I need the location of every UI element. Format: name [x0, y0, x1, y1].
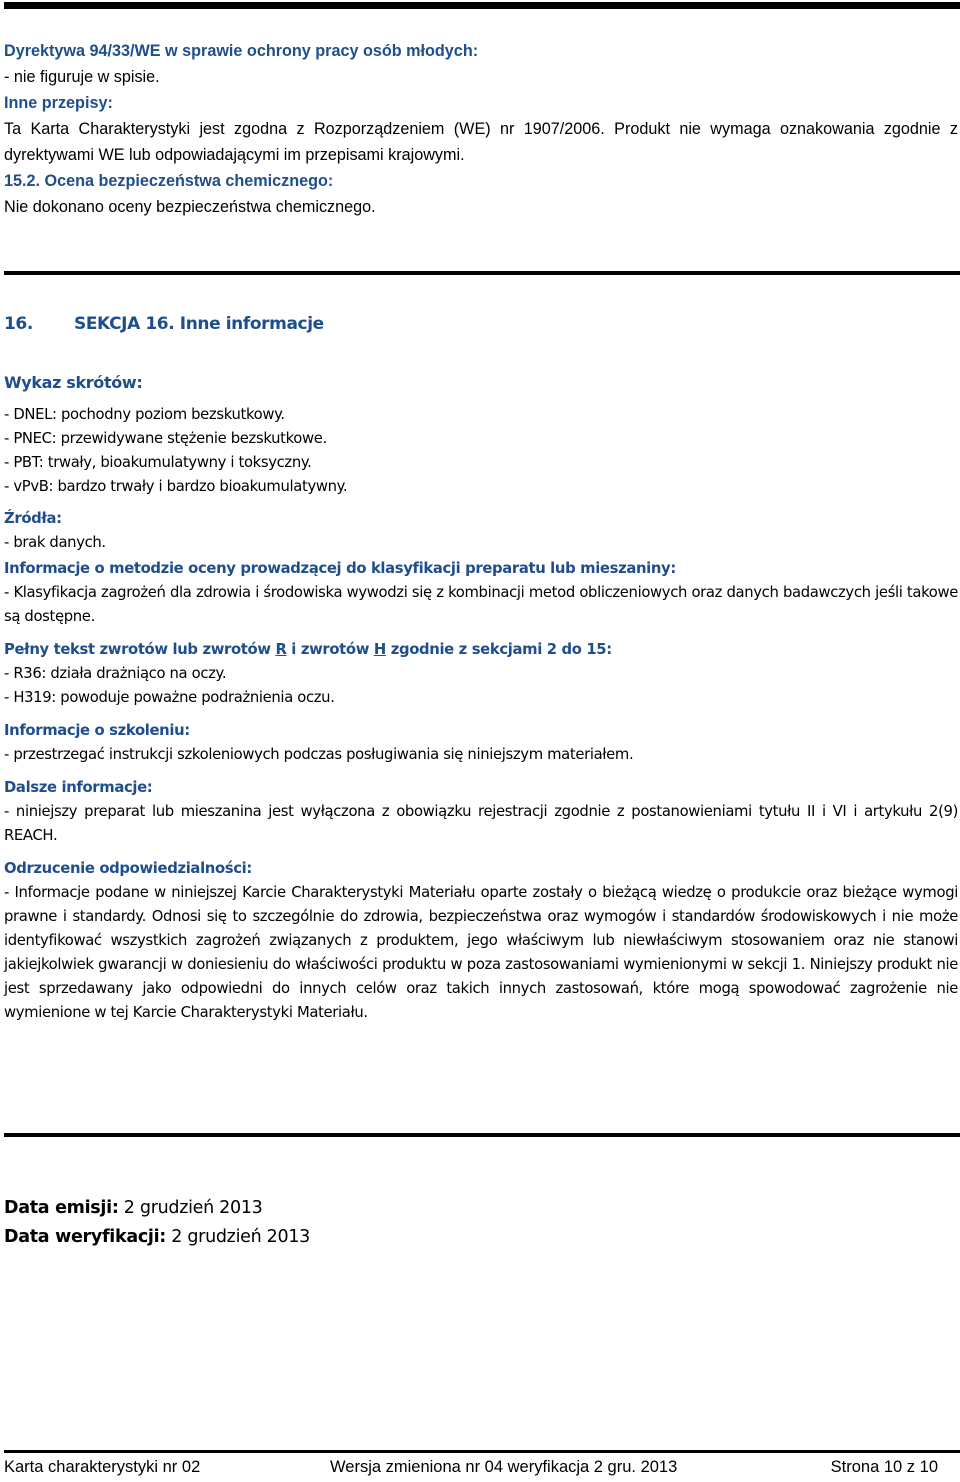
- section-16-title: [4, 314, 324, 334]
- chemical-safety-text: Nie dokonano oceny bezpieczeństwa chemicznego.: [4, 198, 376, 216]
- section-title: SEKCJA 16. Inne informacje: [74, 314, 324, 334]
- abbrev-item: - PBT: trwały, bioakumulatywny i toksyczny.: [4, 454, 312, 471]
- method-text: - Klasyfikacja zagrożeń dla zdrowia i środowiska wywodzi się z kombinacji metod obliczeniowych oraz danych badawczych jeśli takowe są dostępne.: [4, 584, 958, 625]
- footer-version: Wersja zmieniona nr 04 weryfikacja 2 gru. 2013: [330, 1458, 678, 1476]
- section-16-body: [4, 403, 958, 1025]
- method-heading: Informacje o metodzie oceny prowadzącej do klasyfikacji preparatu lub mieszaniny:: [4, 560, 676, 577]
- training-text: - przestrzegać instrukcji szkoleniowych podczas posługiwania się niniejszym materiałem.: [4, 746, 634, 763]
- disclaimer-text: - Informacje podane w niniejszej Karcie Charakterystyki Materiału oparte zostały o bieżącą wiedzę o produkcie oraz bieżące wymogi prawne i standardy. Odnosi się to szczególnie do zdrowia, bezpieczeństwa oraz wymogów i standardów środowiskowych i nie może identyfikować wszystkich zagrożeń związanych z produktem, jego właściwym lub niewłaściwym stosowaniem oraz nie stanowi jakiejkolwiek gwarancji w doniesieniu do właściwości produktu w poza zastosowaniami wymienionymi w sekcji 1. Niniejszy produkt nie jest sprzedawany jako odpowiedni do innych celów oraz takich innych zastosowań, które mogą spowodować zagrożenie nie wymienione w tej Karcie Charakterystyki Materiału.: [4, 884, 958, 1021]
- chemical-safety-heading: 15.2. Ocena bezpieczeństwa chemicznego:: [4, 172, 334, 190]
- abbrev-heading: Wykaz skrótów:: [4, 373, 143, 392]
- other-regulations-text: Ta Karta Charakterystyki jest zgodna z Rozporządzeniem (WE) nr 1907/2006. Produkt nie wymaga oznakowania zgodnie z dyrektywami WE lub odpowiadającymi im przepisami krajowymi.: [4, 120, 958, 164]
- sources-text: - brak danych.: [4, 534, 106, 551]
- dates-block: [4, 1194, 310, 1252]
- phrases-heading: Pełny tekst zwrotów lub zwrotów R i zwrotów H zgodnie z sekcjami 2 do 15:: [4, 641, 612, 658]
- section-number: 16.: [4, 314, 33, 334]
- verification-date: Data weryfikacji: 2 grudzień 2013: [4, 1227, 310, 1247]
- phrase-item: - H319: powoduje poważne podrażnienia oczu.: [4, 689, 335, 706]
- abbrev-item: - vPvB: bardzo trwały i bardzo bioakumulatywny.: [4, 478, 348, 495]
- further-info-text: - niniejszy preparat lub mieszanina jest wyłączona z obowiązku rejestracji zgodnie z postanowieniami tytułu II i VI i artykułu 2(9) REACH.: [4, 803, 958, 844]
- issue-date: Data emisji: 2 grudzień 2013: [4, 1198, 263, 1218]
- bottom-rule: [4, 1133, 960, 1137]
- page-footer: [4, 1458, 958, 1480]
- footer-rule: [4, 1450, 960, 1453]
- directive-heading: Dyrektywa 94/33/WE w sprawie ochrony pracy osób młodych:: [4, 42, 479, 60]
- top-rule: [4, 2, 960, 9]
- sources-heading: Źródła:: [4, 510, 62, 527]
- abbrev-item: - DNEL: pochodny poziom bezskutkowy.: [4, 406, 285, 423]
- other-regulations-heading: Inne przepisy:: [4, 94, 113, 112]
- abbrev-item: - PNEC: przewidywane stężenie bezskutkowe.: [4, 430, 327, 447]
- training-heading: Informacje o szkoleniu:: [4, 722, 190, 739]
- top-block: [4, 38, 958, 220]
- footer-card-number: Karta charakterystyki nr 02: [4, 1458, 201, 1476]
- section-rule: [4, 271, 960, 275]
- footer-page-number: Strona 10 z 10: [830, 1458, 938, 1476]
- further-info-heading: Dalsze informacje:: [4, 779, 153, 796]
- disclaimer-heading: Odrzucenie odpowiedzialności:: [4, 860, 252, 877]
- phrase-item: - R36: działa drażniąco na oczy.: [4, 665, 227, 682]
- abbrev-heading-block: [4, 371, 958, 395]
- directive-text: - nie figuruje w spisie.: [4, 68, 160, 86]
